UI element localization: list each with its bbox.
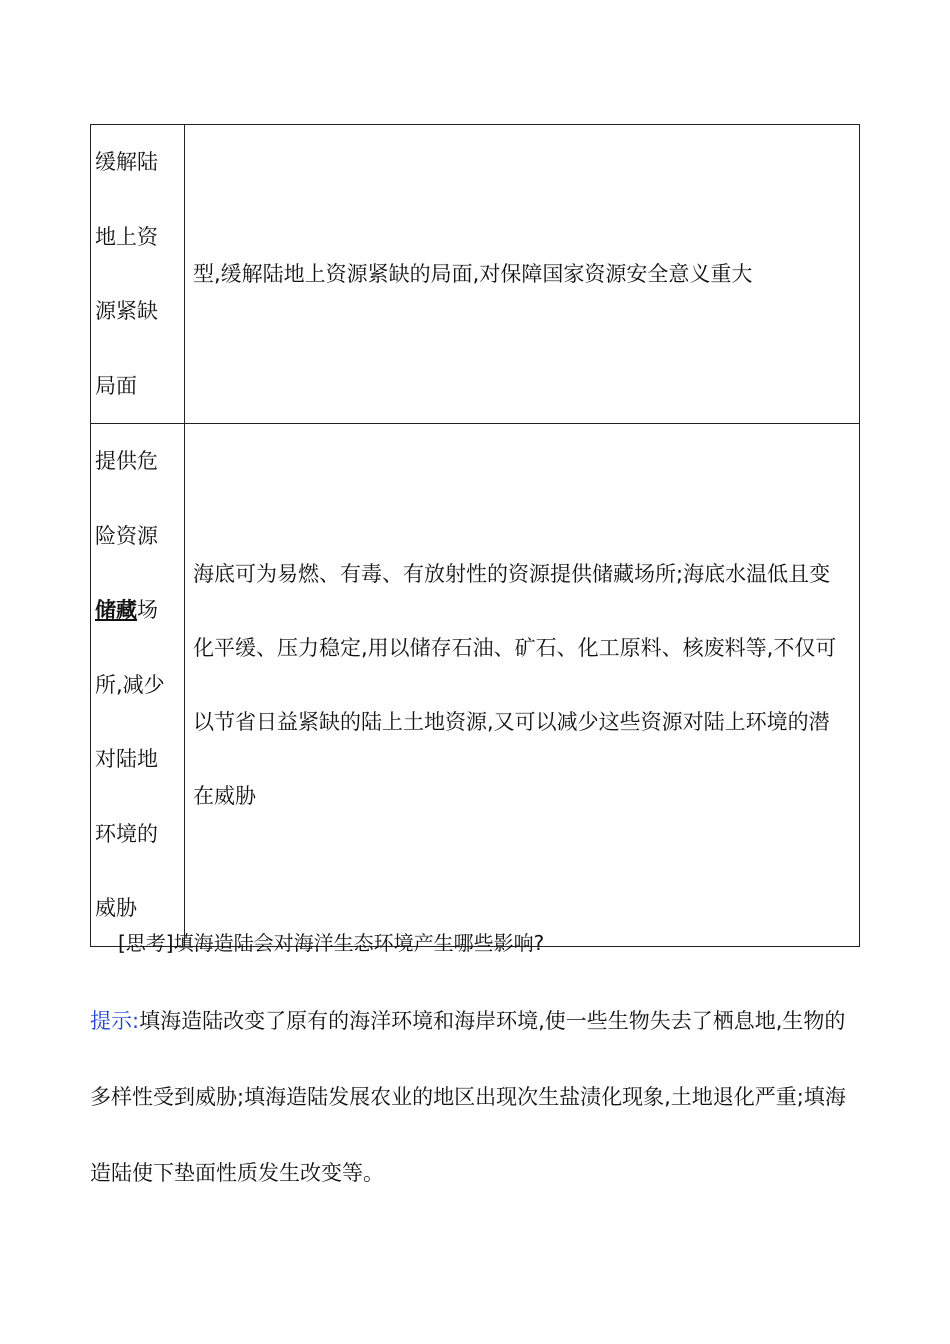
row-heading-emphasis: 储藏 bbox=[95, 598, 137, 622]
row-heading-line: 环境的 bbox=[95, 821, 158, 846]
row-heading-line: 险资源 bbox=[95, 523, 158, 548]
row-content-cell bbox=[185, 424, 860, 947]
content-table bbox=[90, 124, 860, 947]
table-row bbox=[91, 424, 860, 947]
row-heading bbox=[95, 424, 184, 946]
row-heading-line: 威胁 bbox=[95, 896, 137, 920]
row-heading bbox=[95, 125, 184, 423]
row-heading-line: 提供危 bbox=[95, 449, 158, 473]
row-heading-line: 局面 bbox=[95, 373, 137, 398]
row-content: 海底可为易燃、有毒、有放射性的资源提供储藏场所;海底水温低且变化平缓、压力稳定,用以储存石油、矿石、化工原料、核废料等,不仅可以节省日益紧缺的陆上土地资源,又可以减少这些资源对陆上环境的潜在威胁 bbox=[193, 561, 837, 808]
row-content: 型,缓解陆地上资源紧缺的局面,对保障国家资源安全意义重大 bbox=[193, 262, 753, 286]
row-content-cell bbox=[185, 125, 860, 424]
row-heading-line: 地上资 bbox=[95, 224, 158, 249]
row-heading-line: 场 bbox=[137, 598, 158, 622]
row-heading-cell bbox=[91, 424, 185, 947]
row-heading-line: 缓解陆 bbox=[95, 150, 158, 174]
hint-label: 提示: bbox=[90, 1009, 140, 1033]
row-heading-line: 源紧缺 bbox=[95, 299, 158, 323]
think-question: [思考]填海造陆会对海洋生态环境产生哪些影响? bbox=[118, 931, 545, 955]
row-heading-cell bbox=[91, 125, 185, 424]
table-row bbox=[91, 125, 860, 424]
row-heading-line: 所,减少 bbox=[95, 672, 165, 697]
row-heading-line: 对陆地 bbox=[95, 747, 158, 771]
hint-paragraph bbox=[90, 983, 860, 1211]
hint-text: 填海造陆改变了原有的海洋环境和海岸环境,使一些生物失去了栖息地,生物的多样性受到威胁;填海造陆发展农业的地区出现次生盐渍化现象,土地退化严重;填海造陆使下垫面性质发生改变等。 bbox=[90, 1009, 846, 1185]
